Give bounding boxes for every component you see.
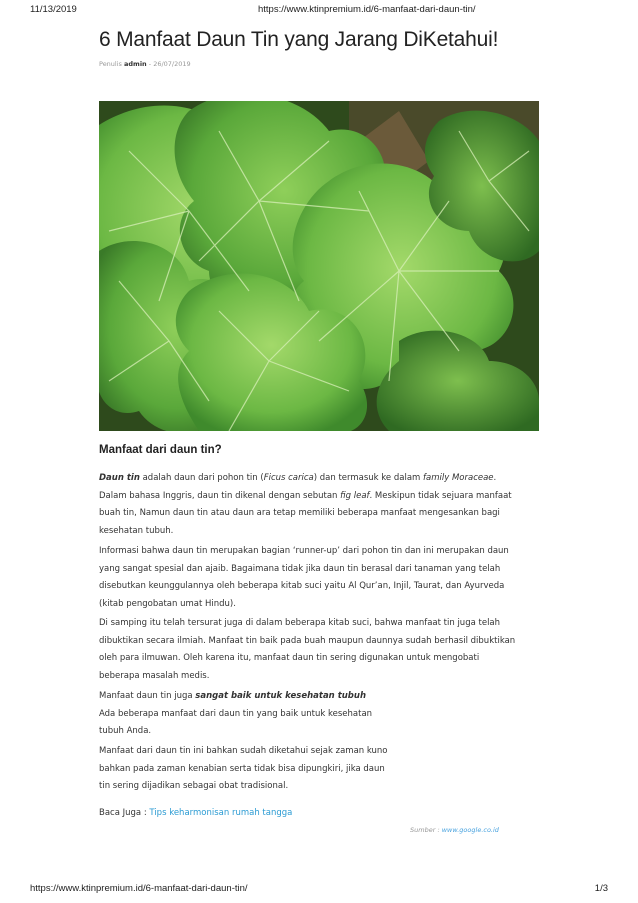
article-title: 6 Manfaat Daun Tin yang Jarang DiKetahui! xyxy=(99,28,499,51)
source-link[interactable]: www.google.co.id xyxy=(441,826,499,834)
print-date: 11/13/2019 xyxy=(30,4,77,15)
footer-url: https://www.ktinpremium.id/6-manfaat-dari-daun-tin/ xyxy=(30,883,248,894)
author-prefix: Penulis xyxy=(99,60,122,68)
print-url: https://www.ktinpremium.id/6-manfaat-dari-daun-tin/ xyxy=(258,4,476,15)
baca-juga xyxy=(99,805,292,823)
baca-juga-label: Baca Juga : xyxy=(99,808,150,818)
fig-leaves-photo xyxy=(99,101,539,431)
source-label: Sumber : xyxy=(410,826,442,834)
meta-separator: - xyxy=(148,60,152,68)
page-number: 1/3 xyxy=(594,883,608,894)
article-meta xyxy=(99,60,191,68)
publish-date: 26/07/2019 xyxy=(153,60,191,68)
author-link[interactable]: admin xyxy=(124,60,147,68)
paragraph-5: Manfaat dari daun tin ini bahkan sudah diketahui sejak zaman kuno bahkan pada zaman kenabian serta tidak bisa dipungkiri, jika daun tin sering dijadikan sebagai obat tradisional. xyxy=(99,746,388,791)
paragraph-1: Daun tin adalah daun dari pohon tin (Ficus carica) dan termasuk ke dalam family Moraceae. Dalam bahasa Inggris, daun tin dikenal dengan sebutan fig leaf. Meskipun tidak sejuara manfaat buah tin, Namun daun tin atau daun ara tetap memiliki beberapa manfaat mengesankan bagi kesehatan tubuh. xyxy=(99,473,512,536)
paragraph-2: Informasi bahwa daun tin merupakan bagian ‘runner-up’ dari pohon tin dan ini merupakan daun yang sangat spesial dan ajaib. Bagaimana tidak jika daun tin berasal dari tanaman yang telah disebutkan keunggulannya oleh beberapa kitab suci yaitu Al Qur’an, Injil, Taurat, dan Ayurveda (kitab pengobatan umat Hindu). xyxy=(99,546,509,609)
baca-juga-link[interactable]: Tips keharmonisan rumah tangga xyxy=(149,808,293,818)
source-credit xyxy=(410,826,499,834)
paragraph-4: Manfaat daun tin juga sangat baik untuk kesehatan tubuh Ada beberapa manfaat dari daun tin yang baik untuk kesehatan tubuh Anda. xyxy=(99,691,373,736)
paragraph-3: Di samping itu telah tersurat juga di dalam beberapa kitab suci, bahwa manfaat tin juga telah dibuktikan secara ilmiah. Manfaat tin baik pada buah maupun daunnya sudah berhasil dibuktikan oleh para ilmuwan. Oleh karena itu, manfaat daun tin sering digunakan untuk mengobati beberapa masalah medis. xyxy=(99,618,516,681)
section-heading: Manfaat dari daun tin? xyxy=(99,444,222,456)
